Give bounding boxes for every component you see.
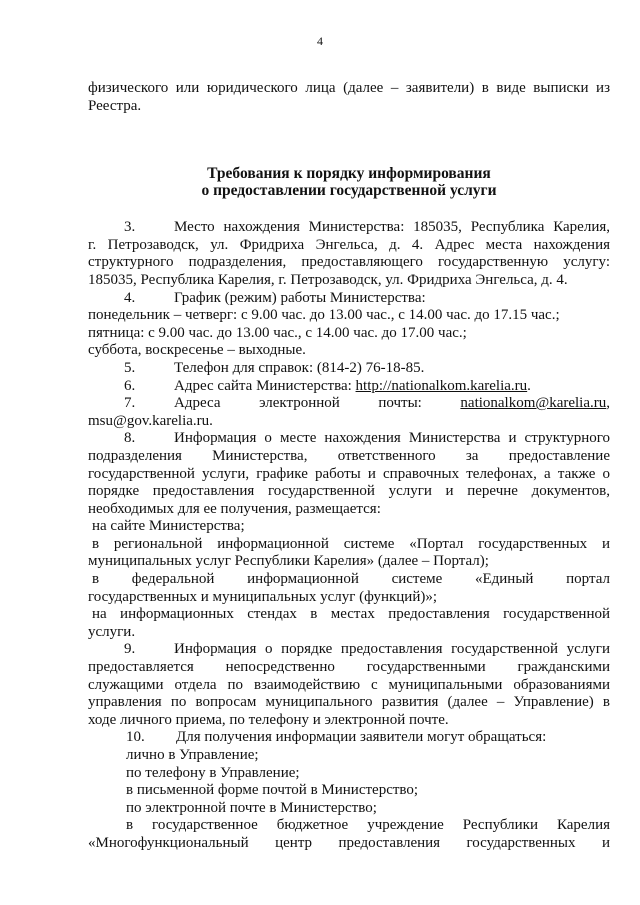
paragraph-10-line-1: 10. Для получения информации заявители могут обращаться:	[126, 729, 547, 746]
paragraph-6: 6. Адрес сайта Министерства: http://nationalkom.karelia.ru.	[124, 377, 531, 394]
paragraph-9-line-5: ходе личного приема, по телефону и электронной почте.	[88, 711, 449, 728]
placement-item-federal-line-2: государственных и муниципальных услуг (функций)»;	[88, 588, 438, 605]
paragraph-5	[88, 360, 610, 378]
paragraph-10-number: 10.	[126, 729, 145, 746]
contact-method-phone: по телефону в Управление;	[126, 764, 300, 781]
intro-line-1: физического или юридического лица (далее – заявители) в виде выписки из	[88, 80, 610, 96]
paragraph-7-line-1: 7. Адреса электронной почты: nationalkom@karelia.ru,	[124, 395, 611, 412]
email-link-nationalkom[interactable]: nationalkom@karelia.ru	[460, 395, 607, 412]
paragraph-8-line-1: 8. Информация о месте нахождения Министерства и структурного	[124, 430, 610, 447]
paragraph-9-number: 9.	[124, 641, 136, 658]
paragraph-5-number: 5.	[124, 359, 136, 376]
placement-item-stands-line-2: услуги.	[88, 623, 136, 640]
paragraph-7-number: 7.	[124, 395, 136, 412]
schedule-weekend: суббота, воскресенье – выходные.	[88, 342, 306, 359]
paragraph-9-line-3: служащими отдела по взаимодействию с муниципальными образованиями	[88, 676, 610, 693]
paragraph-9-line-4: управления по вопросам муниципального развития (далее – Управление) в	[88, 694, 610, 711]
placement-item-federal-line-1: в федеральной информационной системе «Единый портал	[92, 571, 610, 588]
section-heading-line-1: Требования к порядку информирования	[207, 165, 491, 183]
paragraph-8-line-5: необходимых для ее получения, размещается:	[88, 500, 381, 517]
paragraph-4-line-1: 4. График (режим) работы Министерства:	[124, 289, 426, 306]
page-number: 4	[317, 34, 323, 48]
schedule-friday: пятница: с 9.00 час. до 13.00 час., с 14.00 час. до 17.00 час.;	[88, 324, 467, 341]
placement-item-portal-line-1: в региональной информационной системе «Портал государственных и	[92, 535, 610, 552]
paragraph-3-number: 3.	[124, 219, 136, 236]
contact-method-mail: в письменной форме почтой в Министерство;	[126, 782, 419, 799]
contact-method-email: по электронной почте в Министерство;	[126, 799, 377, 816]
paragraph-8-number: 8.	[124, 430, 136, 447]
paragraph-3-line-2: г. Петрозаводск, ул. Фридриха Энгельса, д. 4. Адрес места нахождения	[88, 236, 610, 253]
paragraph-8-line-3: государственной услуги, графике работы и справочных телефонах, а также о	[88, 465, 610, 482]
phone-text: Телефон для справок: (814-2) 76-18-85.	[174, 359, 425, 376]
placement-item-stands-line-1: на информационных стендах в местах предоставления государственной	[92, 606, 610, 623]
paragraph-3-line-3: структурного подразделения, предоставляющего государственную услугу:	[88, 254, 610, 271]
paragraph-3-line-1: 3. Место нахождения Министерства: 185035, Республика Карелия,	[124, 219, 610, 236]
schedule-mon-thu: понедельник – четверг: с 9.00 час. до 13.00 час., с 14.00 час. до 17.15 час.;	[88, 307, 560, 324]
paragraph-9-line-2: предоставляется непосредственно государственными гражданскими	[88, 659, 610, 676]
paragraph-4-number: 4.	[124, 289, 136, 306]
contact-method-in-person: лично в Управление;	[126, 747, 259, 763]
ministry-website-link[interactable]: http://nationalkom.karelia.ru	[355, 377, 528, 394]
paragraph-3-line-4: 185035, Республика Карелия, г. Петрозаводск, ул. Фридриха Энгельса, д. 4.	[88, 271, 568, 288]
paragraph-8-line-4: порядке предоставления государственной услуги и перечне документов,	[88, 483, 610, 500]
paragraph-9-line-1: 9. Информация о порядке предоставления государственной услуги	[124, 641, 610, 658]
paragraph-6-number: 6.	[124, 377, 136, 394]
contact-method-mfc-line-2: «Многофункциональный центр предоставления государственных и	[88, 834, 610, 851]
intro-line-2: Реестра.	[88, 97, 142, 114]
placement-item-portal-line-2: муниципальных услуг Республики Карелия» (далее – Портал);	[88, 553, 489, 570]
contact-method-mfc-line-1: в государственное бюджетное учреждение Республики Карелия	[126, 817, 610, 834]
section-heading-line-2: о предоставлении государственной услуги	[201, 182, 497, 200]
email-msu: msu@gov.karelia.ru.	[88, 412, 213, 429]
paragraph-8-line-2: подразделения Министерства, ответственного за предоставление	[88, 447, 610, 464]
placement-item-website: на сайте Министерства;	[92, 518, 245, 535]
document-body	[88, 80, 610, 853]
